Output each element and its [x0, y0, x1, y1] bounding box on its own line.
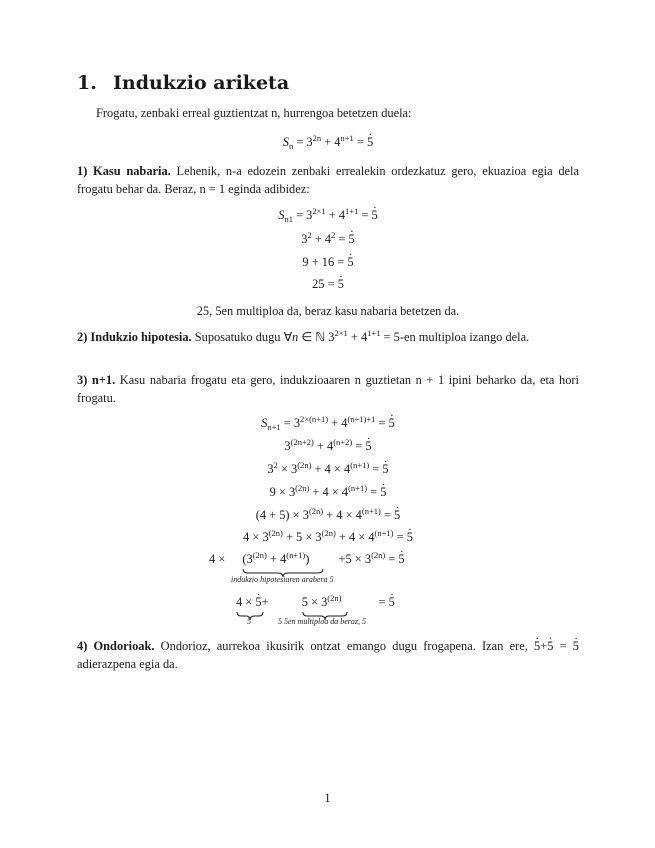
- case3-brace-eq-1: $4 \times (3^{(2n)} + 4^{(n+1)})$ $+5 \times 3^{(2n)} = 5$ ·: [209, 552, 405, 567]
- case3-paragraph: [77, 371, 579, 407]
- case4-heading: 4) Ondorioak.: [77, 639, 155, 653]
- case1-heading: 1) Kasu nabaria.: [77, 164, 171, 178]
- case3-eq-3: $3^2 \times 3^{(2n)} + 4 \times 4^{(n+1)} = 5$ ·: [77, 462, 579, 477]
- case3-text: Kasu nabaria frogatu eta gero, indukzioaaren n guztietan n + 1 ipini beharko da, eta hori frogatu.: [77, 373, 579, 405]
- intro-paragraph: Frogatu, zenbaki erreal guztientzat n, hurrengoa betetzen duela:: [96, 106, 412, 120]
- case3-eq-4: $9 \times 3^{(2n)} + 4 \times 4^{(n+1)} = 5$ ·: [77, 485, 579, 500]
- case3-eq-6: $4 \times 3^{(2n)} + 5 \times 3^{(2n)} + 4 \times 4^{(n+1)} = 5$ ·: [77, 530, 579, 545]
- case1-paragraph: [77, 162, 579, 198]
- case3-brace-eq-2: 4 × 5 · + $5 \times 3^{(2n)}$ = 5 ·: [236, 595, 395, 610]
- case1-eq-1: $S_{n1} = 3^{2\times 1} + 4^{1+1} = 5$ ·: [77, 208, 579, 223]
- underbraced-term-a: 4 × 5 ·: [236, 595, 262, 610]
- brace-note-2b: 5 5en multiploa da beraz, 5: [278, 617, 366, 626]
- case1-eq-4: 25 = 5 ·: [77, 277, 579, 292]
- page-number: 1: [324, 791, 331, 805]
- main-equation: $S_n = 3^{2n} + 4^{n+1} = 5$ ·: [77, 135, 579, 150]
- case1-eq-2: $3^2 + 4^2 = 5$ ·: [77, 232, 579, 247]
- section-number: 1.: [77, 72, 97, 94]
- case3-heading: 3) n+1.: [77, 373, 116, 387]
- section-title-text: Indukzio ariketa: [113, 72, 290, 94]
- case1-text: Lehenik, n-a edozein zenbaki errealekin ordezkatuz gero, ekuazioa egia dela frogatu behar da. Beraz, n = 1 eginda adibidez:: [77, 164, 579, 196]
- case3-eq-5: $(4 + 5) \times 3^{(2n)} + 4 \times 4^{(n+1)} = 5$ ·: [77, 508, 579, 523]
- case2-heading: 2) Indukzio hipotesia.: [77, 330, 192, 344]
- case1-conclusion: 25, 5en multiploa da, beraz kasu nabaria betetzen da.: [196, 304, 460, 318]
- brace-note-1: indukzio hipotesiaren arabera 5: [231, 575, 334, 584]
- case1-eq-3: 9 + 16 = 5 ·: [77, 255, 579, 270]
- brace-note-2a: 5: [247, 617, 251, 626]
- case4-paragraph: 4) Ondorioak. Ondorioz, aurrekoa ikusirik ontzat emango dugu frogapena. Izan ere, 5 ·+5 · = 5 · adierazpena egia da.: [77, 637, 579, 673]
- section-title: [77, 72, 289, 94]
- underbraced-term-b: $5 \times 3^{(2n)}$: [302, 595, 342, 610]
- underbraced-term: $(3^{(2n)} + 4^{(n+1)})$: [242, 552, 309, 567]
- case2-paragraph: 2) Indukzio hipotesia. Suposatuko dugu ∀n ∈ ℕ $3^{2\times 1} + 4^{1+1} = 5-en$ multiploa izango dela.: [77, 328, 530, 344]
- case3-eq-1: $S_{n+1} = 3^{2\times(n+1)} + 4^{(n+1)+1} = 5$ ·: [77, 416, 579, 431]
- case3-eq-2: $3^{(2n+2)} + 4^{(n+2)} = 5$ ·: [77, 439, 579, 454]
